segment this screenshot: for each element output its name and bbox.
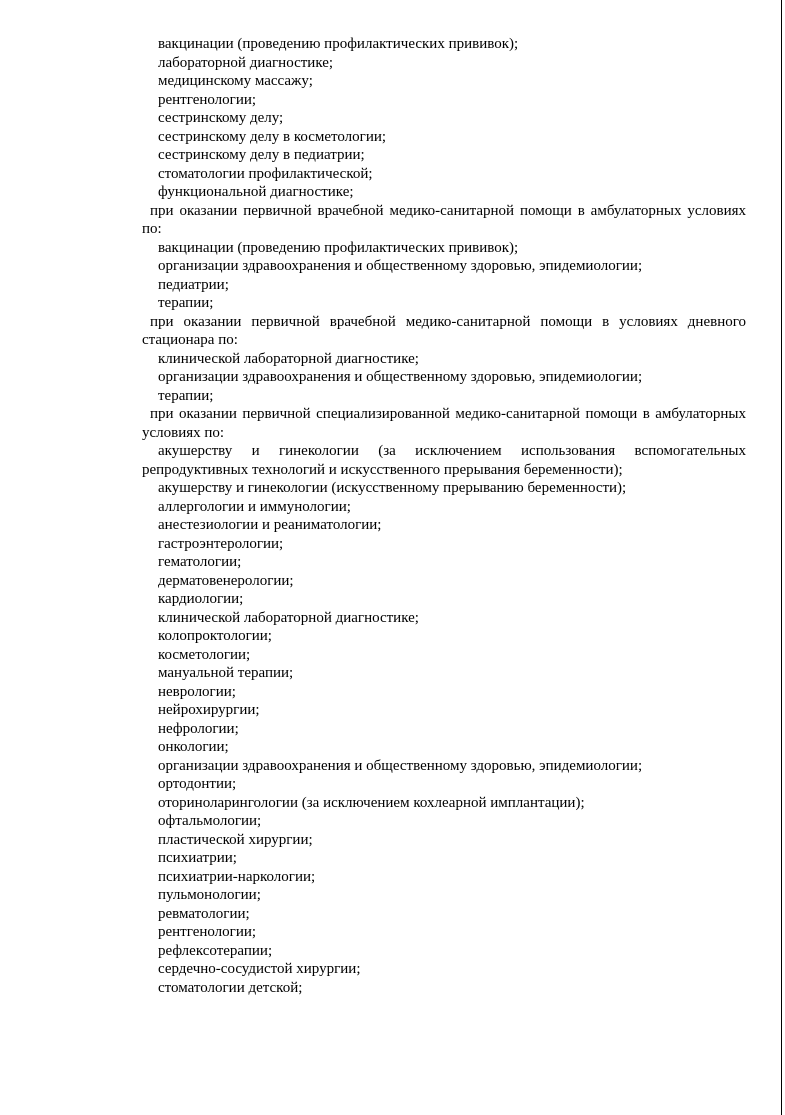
list-item: лабораторной диагностике; — [158, 54, 334, 71]
list-item: акушерству и гинекологии (за исключением использования вспомогательных репродуктивных технологий и искусственного прерывания беременности); — [142, 443, 746, 478]
list-item: стоматологии детской; — [158, 979, 303, 996]
list-item: аллергологии и иммунологии; — [158, 498, 351, 515]
document-body — [142, 35, 746, 997]
page-edge-line — [781, 0, 782, 1115]
list-item: дерматовенерологии; — [158, 572, 294, 589]
list-item: сестринскому делу; — [158, 110, 284, 126]
list-item: косметологии; — [158, 646, 251, 663]
list-item: офтальмологии; — [158, 813, 262, 829]
list-item: ортодонтии; — [158, 776, 237, 792]
list-item: гематологии; — [158, 554, 242, 570]
list-item: сестринскому делу в косметологии; — [158, 128, 387, 145]
list-item: функциональной диагностике; — [158, 184, 354, 200]
section-heading: при оказании первичной врачебной медико-санитарной помощи в условиях дневного стационара по: — [142, 313, 746, 348]
list-item: организации здравоохранения и общественному здоровью, эпидемиологии; — [158, 757, 643, 774]
list-item: медицинскому массажу; — [158, 73, 313, 89]
list-item: кардиологии; — [158, 591, 244, 607]
list-item: рентгенологии; — [158, 924, 257, 940]
list-item: колопроктологии; — [158, 628, 272, 644]
list-item: организации здравоохранения и общественному здоровью, эпидемиологии; — [158, 258, 643, 274]
list-item: терапии; — [158, 295, 214, 311]
list-item: организации здравоохранения и общественному здоровью, эпидемиологии; — [158, 369, 643, 385]
list-item: клинической лабораторной диагностике; — [158, 609, 419, 626]
list-item: оториноларингологии (за исключением кохлеарной имплантации); — [158, 794, 585, 811]
section-heading: при оказании первичной специализированной медико-санитарной помощи в амбулаторных условиях по: — [142, 406, 746, 441]
list-item: нефрологии; — [158, 720, 239, 737]
list-item: рефлексотерапии; — [158, 942, 273, 959]
list-item: рентгенологии; — [158, 91, 257, 108]
list-item: анестезиологии и реаниматологии; — [158, 517, 382, 533]
section-heading: при оказании первичной врачебной медико-санитарной помощи в амбулаторных условиях по: — [142, 202, 746, 237]
list-item: вакцинации (проведению профилактических прививок); — [158, 36, 519, 52]
list-item: психиатрии; — [158, 850, 237, 866]
list-item: клинической лабораторной диагностике; — [158, 350, 419, 367]
list-item: стоматологии профилактической; — [158, 165, 373, 182]
list-item: пластической хирургии; — [158, 831, 313, 848]
list-item: нейрохирургии; — [158, 702, 260, 718]
list-item: педиатрии; — [158, 276, 229, 293]
list-item: сестринскому делу в педиатрии; — [158, 147, 365, 163]
list-item: мануальной терапии; — [158, 665, 294, 681]
list-item: акушерству и гинекологии (искусственному прерыванию беременности); — [158, 480, 627, 496]
list-item: онкологии; — [158, 739, 229, 755]
list-item: сердечно-сосудистой хирургии; — [158, 961, 361, 977]
list-item: пульмонологии; — [158, 887, 261, 903]
list-item: гастроэнтерологии; — [158, 535, 284, 552]
list-item: неврологии; — [158, 683, 236, 700]
list-item: терапии; — [158, 387, 214, 404]
list-item: вакцинации (проведению профилактических прививок); — [158, 239, 519, 256]
list-item: психиатрии-наркологии; — [158, 868, 316, 885]
list-item: ревматологии; — [158, 905, 250, 922]
